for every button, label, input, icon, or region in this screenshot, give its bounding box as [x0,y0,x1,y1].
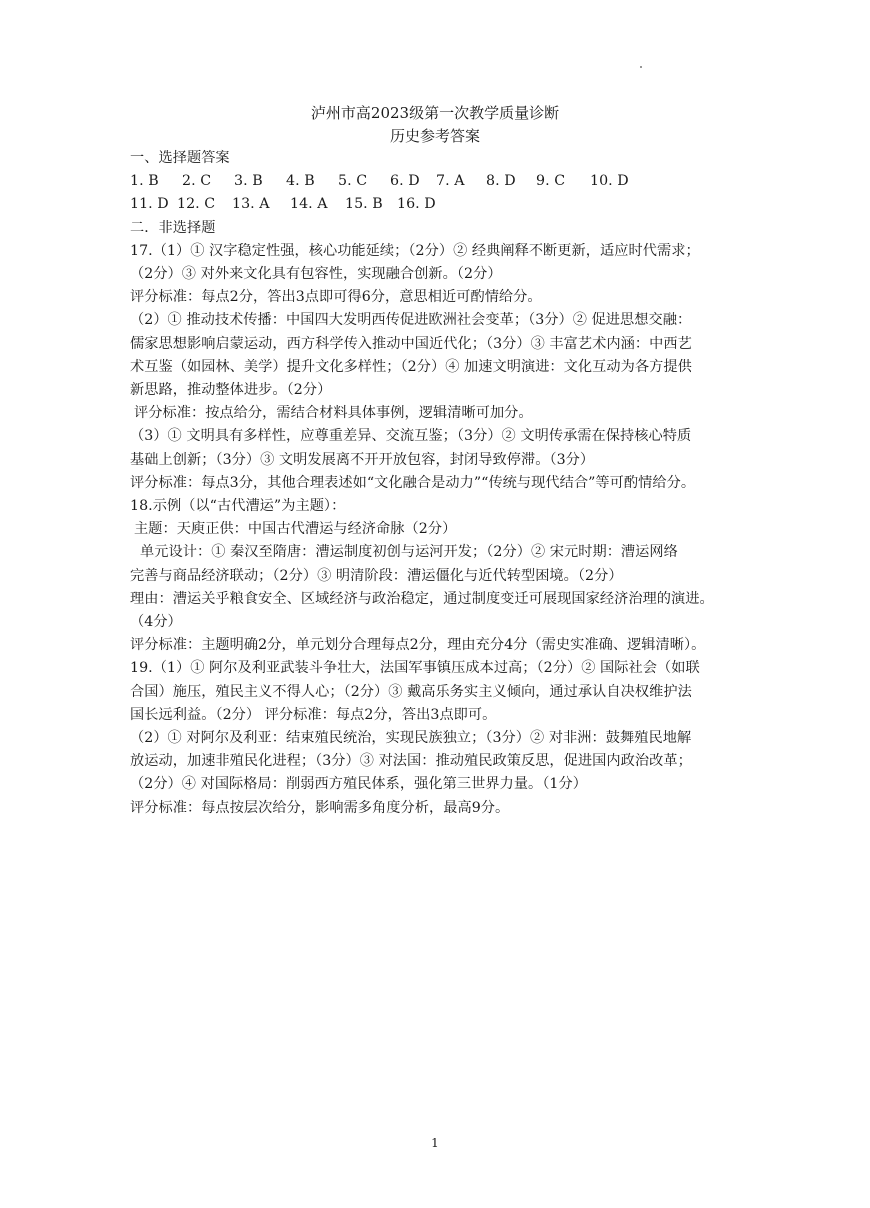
section-heading-essay: 二．非选择题 [130,219,216,236]
page-number: 1 [431,1136,439,1150]
answer-line: （2分）④ 对国际格局：削弱西方殖民体系，强化第三世界力量。（1分） [130,776,587,793]
section-heading-choice: 一、选择题答案 [130,150,230,166]
choice-answer: 11. D [130,196,169,213]
answer-line: 新思路，推动整体进步。（2分） [130,382,332,399]
answer-line: （3）① 文明具有多样性，应尊重差异、交流互鉴；（3分）② 文明传承需在保持核心特质 [130,428,692,445]
answer-line: 17.（1）① 汉字稳定性强，核心功能延续；（2分）② 经典阐释不断更新，适应时代需求； [130,242,700,259]
choice-answers-row-2 [130,193,770,216]
choice-answer: 10. D [590,173,629,190]
answer-line: 儒家思想影响启蒙运动，西方科学传入推动中国近代化；（3分）③ 丰富艺术内涵：中西艺 [130,335,692,352]
answer-line: 理由：漕运关乎粮食安全、区域经济与政治稳定，通过制度变迁可展现国家经济治理的演进。 [130,590,714,607]
choice-answer: 15. B [345,196,383,213]
answer-line: 放运动，加速非殖民化进程；（3分）③ 对法国：推动殖民政策反思，促进国内政治改革； [130,753,692,770]
choice-answer: 13. A [232,196,270,213]
scoring-line: 评分标准：每点3分，其他合理表述如“文化融合是动力”“传统与现代结合”等可酌情给分。 [130,474,696,491]
scoring-line: 评分标准：主题明确2分，单元划分合理每点2分，理由充分4分（需史实准确、逻辑清晰）。 [130,637,706,654]
choice-answer: 8. D [486,173,516,190]
answer-line: 基础上创新；（3分）③ 文明发展离不开开放包容，封闭导致停滞。（3分） [130,451,595,468]
choice-answer: 3. B [234,173,263,190]
choice-answer: 6. D [390,173,420,190]
choice-answer: 12. C [177,196,216,213]
answer-line: （2分）③ 对外来文化具有包容性，实现融合创新。（2分） [130,266,502,283]
answer-line: 合国）施压，殖民主义不得人心；（2分）③ 戴高乐务实主义倾向，通过承认自决权维护法 [130,683,692,700]
choice-answer: 7. A [436,173,465,190]
scoring-line: 评分标准：每点按层次给分，影响需多角度分析，最高9分。 [130,799,510,816]
choice-answer: 14. A [290,196,328,213]
answer-line: 完善与商品经济联动；（2分）③ 明清阶段：漕运僵化与近代转型困境。（2分） [130,567,623,584]
answer-line: 单元设计：① 秦汉至隋唐：漕运制度初创与运河开发；（2分）② 宋元时期：漕运网络 [140,544,678,561]
document-title: 泸州市高2023级第一次教学质量诊断 [310,104,560,122]
document-subtitle: 历史参考答案 [389,127,480,145]
choice-answer: 2. C [182,173,212,190]
choice-answer: 5. C [338,173,368,190]
answer-line: 18.示例（以“古代漕运”为主题）： [130,498,346,515]
scoring-line: 评分标准：每点2分，答出3点即可得6分，意思相近可酌情给分。 [130,289,542,306]
scan-speck [640,66,642,68]
answer-line: 国长远利益。（2分） 评分标准：每点2分，答出3点即可。 [130,706,497,723]
choice-answer: 4. B [286,173,315,190]
scoring-line: 评分标准：按点给分，需结合材料具体事例，逻辑清晰可加分。 [134,405,533,422]
answer-line: 术互鉴（如园林、美学）提升文化多样性；（2分）④ 加速文明演进：文化互动为各方提供 [130,358,692,375]
choice-answers-row-1 [130,170,770,193]
choice-answer: 1. B [130,173,159,190]
answer-line: （2）① 推动技术传播：中国四大发明西传促进欧洲社会变革；（3分）② 促进思想交融： [130,312,692,329]
choice-answer: 9. C [536,173,566,190]
answer-line: 主题：天庾正供：中国古代漕运与经济命脉（2分） [134,521,457,538]
answer-body [130,147,770,820]
choice-answer: 16. D [397,196,436,213]
answer-line: （4分） [130,614,182,631]
answer-line: 19.（1）① 阿尔及利亚武装斗争壮大，法国军事镇压成本过高；（2分）② 国际社会（如联 [130,660,700,677]
answer-line: （2）① 对阿尔及利亚：结束殖民统治，实现民族独立；（3分）② 对非洲：鼓舞殖民地解 [130,730,692,747]
